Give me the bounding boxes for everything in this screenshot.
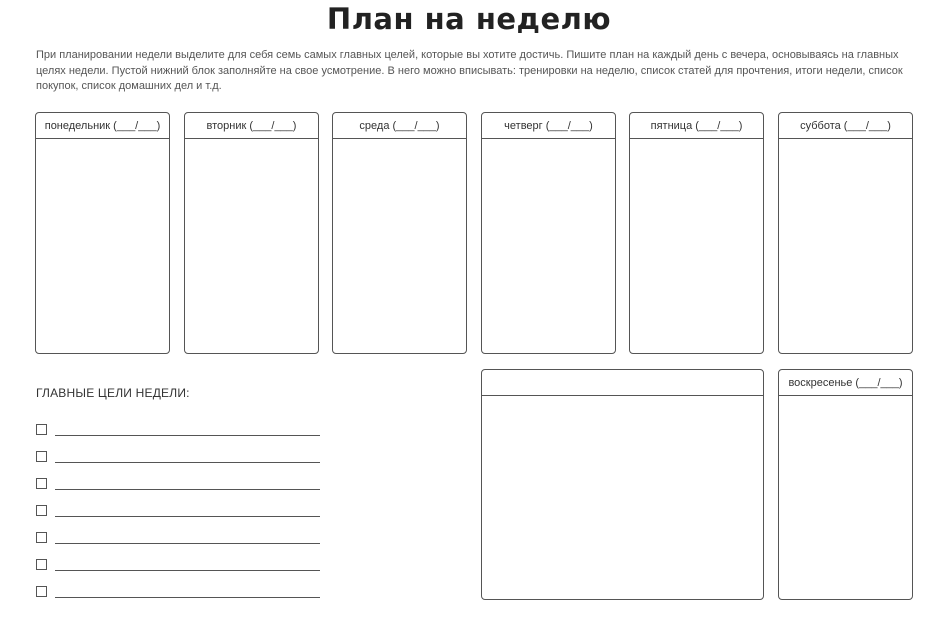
day-box-tuesday[interactable]: [184, 112, 319, 354]
goal-row: [36, 451, 326, 465]
goal-line[interactable]: [55, 597, 320, 598]
goal-row: [36, 532, 326, 546]
goal-line[interactable]: [55, 516, 320, 517]
day-box-label: пятница (___/___): [630, 113, 763, 139]
day-box-monday[interactable]: [35, 112, 170, 354]
goal-checkbox[interactable]: [36, 559, 47, 570]
day-box-label: понедельник (___/___): [36, 113, 169, 139]
extra-block-label: [482, 370, 763, 396]
day-box-saturday[interactable]: [778, 112, 913, 354]
goal-checkbox[interactable]: [36, 586, 47, 597]
goal-line[interactable]: [55, 570, 320, 571]
goal-checkbox[interactable]: [36, 451, 47, 462]
goal-line[interactable]: [55, 543, 320, 544]
goal-row: [36, 505, 326, 519]
goal-row: [36, 559, 326, 573]
extra-block[interactable]: [481, 369, 764, 600]
day-box-label: суббота (___/___): [779, 113, 912, 139]
goals-title: ГЛАВНЫЕ ЦЕЛИ НЕДЕЛИ:: [36, 386, 190, 400]
goal-checkbox[interactable]: [36, 532, 47, 543]
day-box-wednesday[interactable]: [332, 112, 467, 354]
goal-row: [36, 586, 326, 600]
day-box-friday[interactable]: [629, 112, 764, 354]
goal-line[interactable]: [55, 435, 320, 436]
day-box-thursday[interactable]: [481, 112, 616, 354]
goal-checkbox[interactable]: [36, 424, 47, 435]
page-title: План на неделю: [326, 2, 612, 36]
goal-row: [36, 424, 326, 438]
day-box-label: среда (___/___): [333, 113, 466, 139]
goal-checkbox[interactable]: [36, 478, 47, 489]
goal-row: [36, 478, 326, 492]
goal-line[interactable]: [55, 489, 320, 490]
day-box-sunday[interactable]: [778, 369, 913, 600]
day-box-label: воскресенье (___/___): [779, 370, 912, 396]
day-box-label: четверг (___/___): [482, 113, 615, 139]
intro-text: При планировании недели выделите для себя семь самых главных целей, которые вы хотите достичь. Пишите план на каждый день с вечера, основываясь на главных целях недели. Пустой нижний блок заполняйте на свое усмотрение. В него можно вписывать: тренировки на неделю, список статей для прочтения, итоги недели, список покупок, список домашних дел и т.д.: [36, 49, 903, 92]
goal-checkbox[interactable]: [36, 505, 47, 516]
day-box-label: вторник (___/___): [185, 113, 318, 139]
goal-line[interactable]: [55, 462, 320, 463]
